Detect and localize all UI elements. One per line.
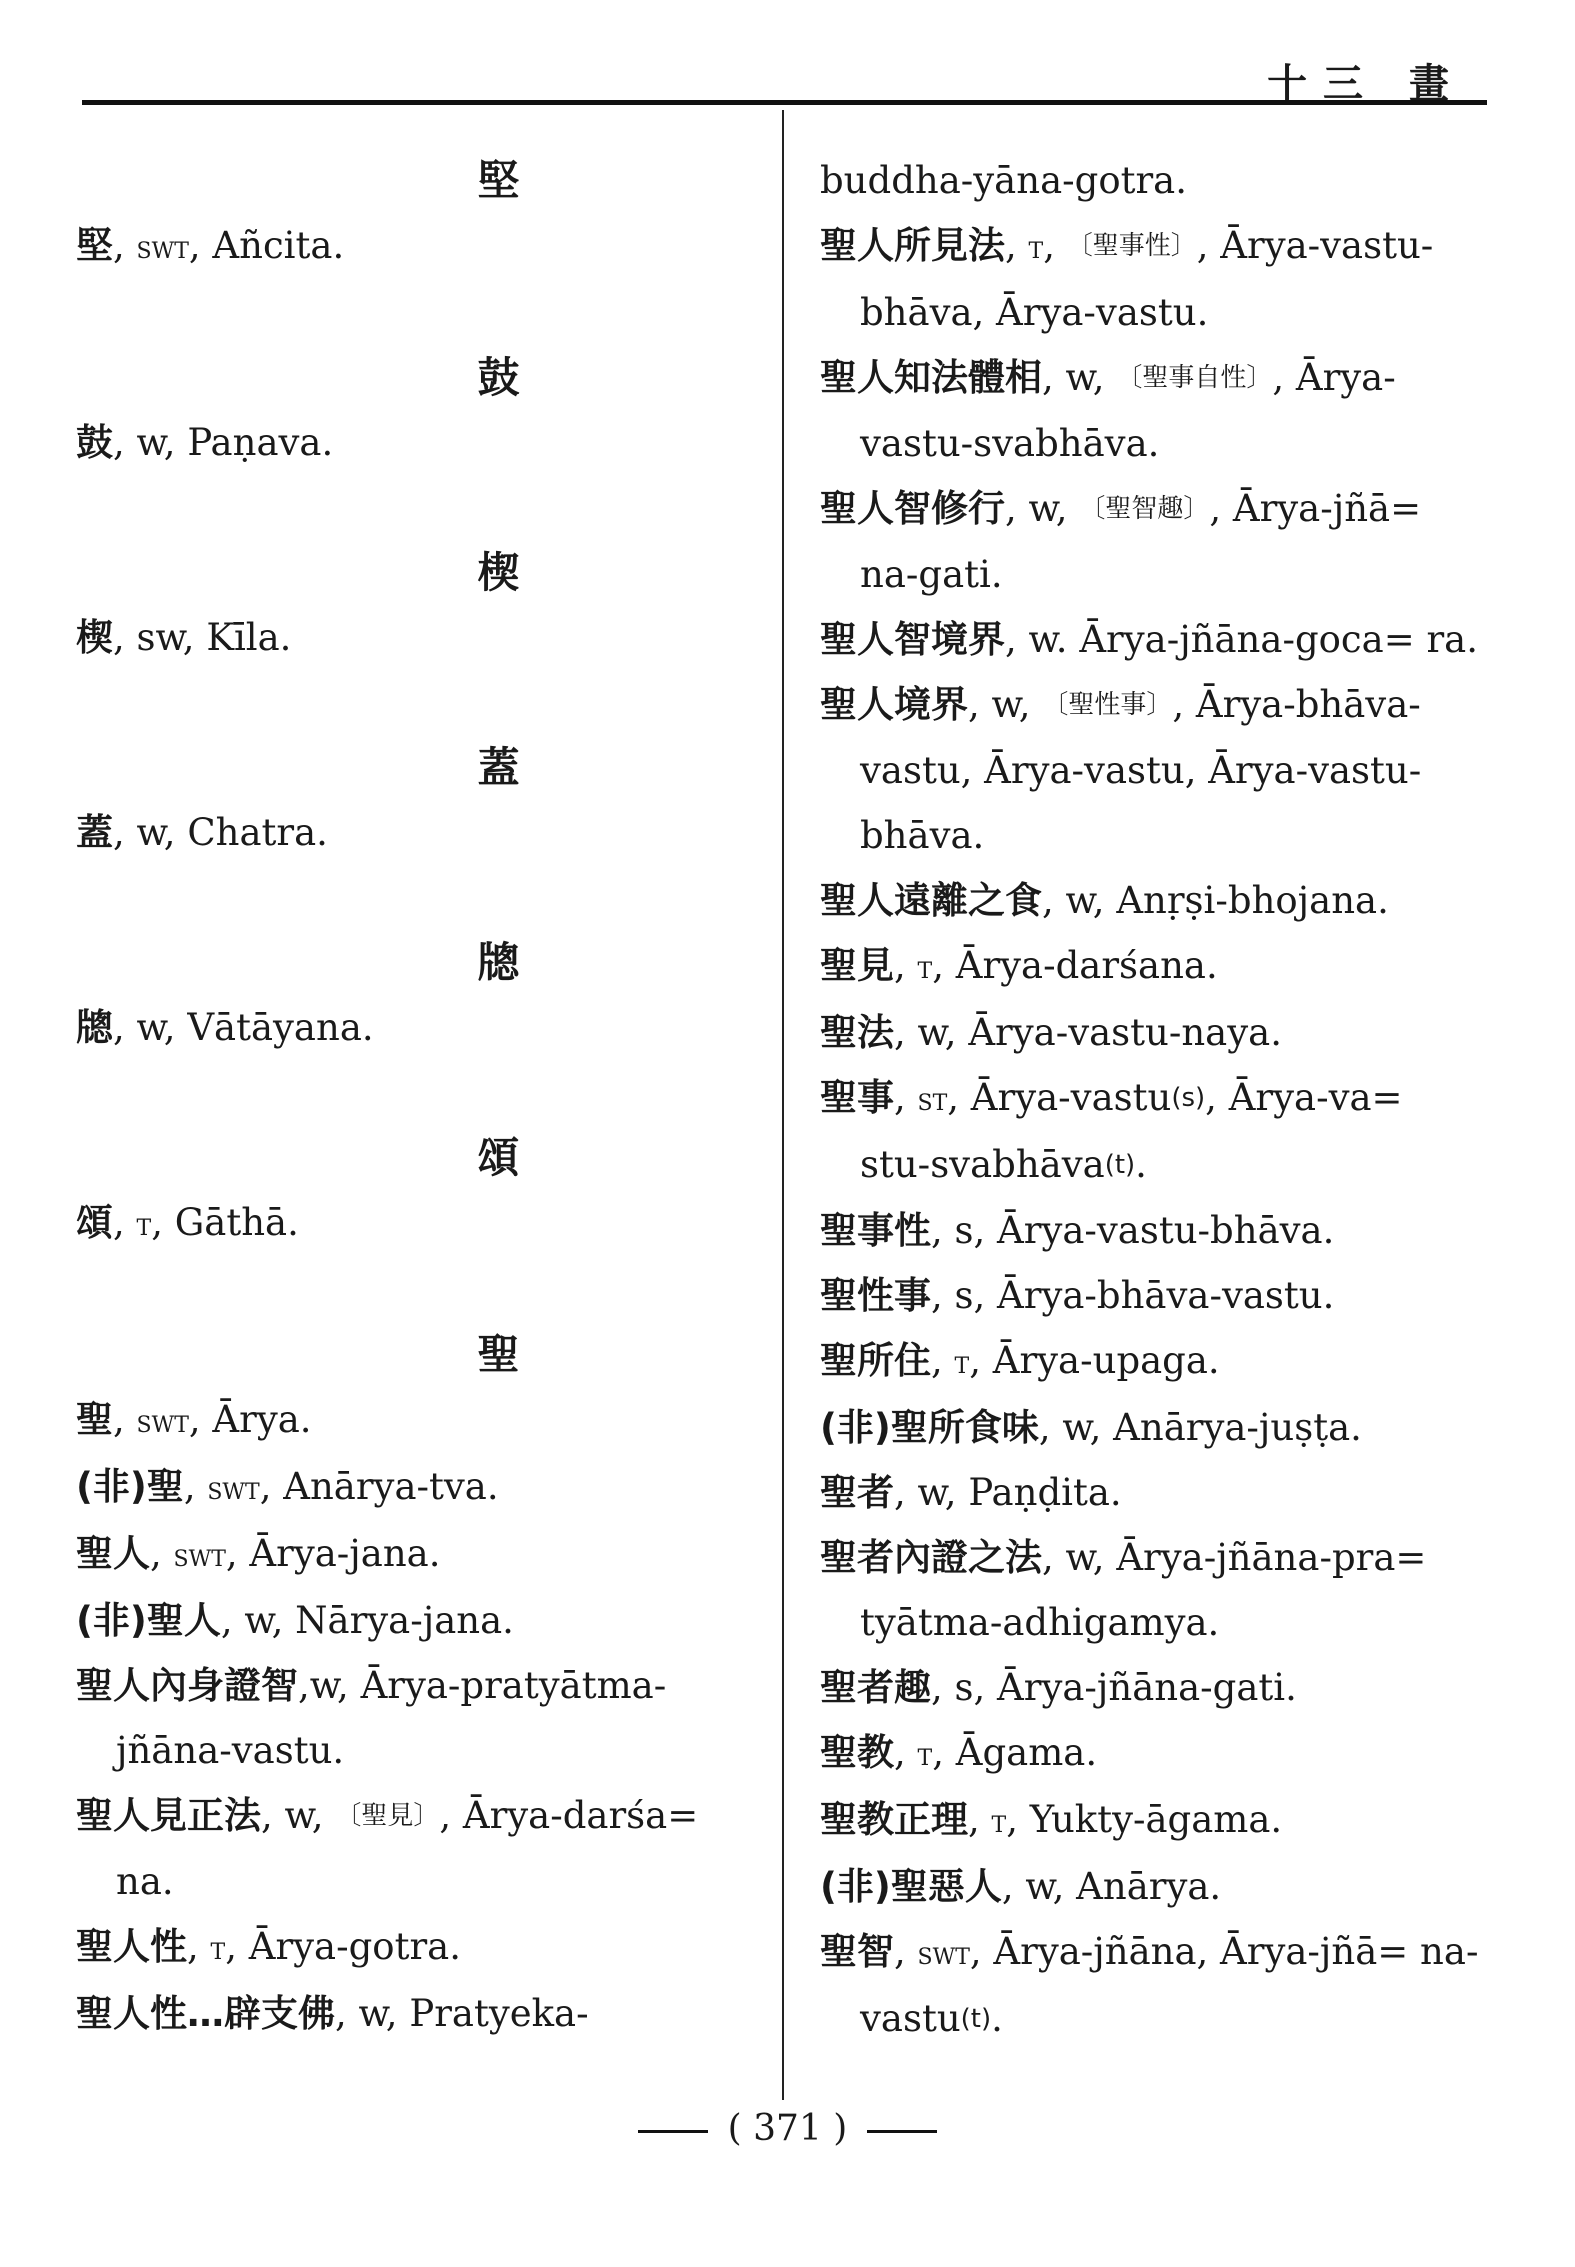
character-heading: 頌: [477, 1133, 520, 1182]
dictionary-entry: [820, 476, 1480, 607]
entry-term: 聖性事: [820, 1274, 931, 1317]
entry-term: 聖人智修行: [820, 487, 1005, 530]
dictionary-entry: [820, 1065, 1480, 1198]
entry-text: ,w, Ārya-pratyātma-jñāna-vastu.: [116, 1664, 667, 1772]
page-header: [0, 0, 1575, 110]
dictionary-entry: [76, 1588, 741, 1653]
entry-term: 聖智: [820, 1930, 894, 1973]
annotation: (t): [960, 2004, 992, 2034]
dictionary-entry: [76, 1454, 741, 1521]
entry-text: , s, Ārya-bhāva-vastu.: [931, 1274, 1335, 1317]
spacer: [76, 1060, 741, 1125]
dictionary-entry: [76, 410, 741, 475]
entry-text: , Ārya.: [188, 1398, 312, 1441]
source-code: swt: [136, 228, 189, 266]
entry-term: 頌: [76, 1201, 113, 1244]
entry-term: 聖見: [820, 944, 894, 987]
entry-term: 聖人性: [76, 1925, 187, 1968]
source-code: t: [954, 1343, 970, 1381]
dictionary-entry: [820, 1460, 1480, 1525]
entry-text: , w,: [1042, 356, 1117, 399]
spacer: [76, 475, 741, 540]
entry-text: , Ārya-darśa= na.: [116, 1794, 699, 1903]
entry-continuation: [820, 148, 1480, 213]
dictionary-entry: [820, 345, 1480, 476]
entry-text: , w, Ārya-jñāna-pra= tyātma-adhigamya.: [860, 1536, 1427, 1644]
entry-text: , Āgama.: [932, 1731, 1098, 1774]
entry-term: 聖事性: [820, 1209, 931, 1252]
source-code: t: [210, 1929, 226, 1967]
entry-term: 聖: [76, 1398, 113, 1441]
source-code: t: [991, 1802, 1007, 1840]
entry-text: .: [1135, 1143, 1147, 1186]
page-number: ( 371 ): [727, 2108, 848, 2149]
entry-text: ,: [113, 224, 137, 267]
entry-text: , Ārya-jñāna, Ārya-jñā= na-vastu: [860, 1930, 1479, 2040]
dictionary-entry: [820, 1328, 1480, 1395]
entry-text: , Ārya-jñā= na-gati.: [860, 487, 1422, 596]
entry-term: (非)聖所食味: [820, 1406, 1039, 1449]
entry-text: , w, Anārya.: [1001, 1865, 1222, 1908]
entry-text: , s, Ārya-vastu-bhāva.: [931, 1209, 1335, 1252]
dictionary-entry: [820, 1263, 1480, 1328]
character-heading: 堅: [477, 156, 520, 205]
annotation: 〔聖事性〕: [1066, 231, 1197, 261]
entry-term: 聖教正理: [820, 1798, 968, 1841]
entry-term: 聖者趣: [820, 1666, 931, 1709]
dictionary-entry: [76, 1190, 741, 1257]
entry-text: , w,: [261, 1794, 336, 1837]
annotation: (t): [1104, 1150, 1136, 1180]
entry-term: 聖教: [820, 1731, 894, 1774]
entry-text: , w,: [1005, 487, 1080, 530]
entry-text: , w,: [968, 683, 1043, 726]
entry-term: 聖事: [820, 1076, 894, 1119]
dictionary-entry: [820, 1655, 1480, 1720]
dictionary-entry: [820, 1787, 1480, 1854]
entry-text: , sw, Kīla.: [113, 616, 292, 659]
entry-text: , Ārya-darśana.: [932, 944, 1218, 987]
entry-text: , w, Ārya-vastu-naya.: [894, 1011, 1282, 1054]
character-heading: 蓋: [477, 743, 520, 792]
entry-term: 聖人: [76, 1532, 150, 1575]
dictionary-entry: [820, 607, 1480, 672]
entry-text: , Ārya-va= stu-svabhāva: [860, 1076, 1403, 1186]
page-footer: [0, 2108, 1575, 2149]
dictionary-entry: [76, 995, 741, 1060]
entry-text: , w, Paṇava.: [113, 421, 334, 464]
entry-text: ,: [931, 1339, 955, 1382]
spacer: [76, 280, 741, 345]
annotation: 〔聖事自性〕: [1116, 363, 1273, 393]
column-divider: [782, 110, 784, 2100]
dictionary-entry: [820, 1198, 1480, 1263]
entry-text: ,: [1005, 224, 1029, 267]
entry-term: 牕: [76, 1006, 113, 1049]
entry-text: , Ārya-vastu-svabhāva.: [860, 356, 1396, 465]
entry-text: ,: [894, 1731, 918, 1774]
character-heading: 楔: [477, 548, 520, 597]
entry-text: , w, Chatra.: [113, 811, 328, 854]
entry-text: , w, Pratyeka-: [335, 1992, 589, 2035]
footer-dash-left: [638, 2130, 708, 2133]
entry-text: ,: [150, 1532, 174, 1575]
entry-term: 聖法: [820, 1011, 894, 1054]
entry-text: , Ārya-vastu-bhāva, Ārya-vastu.: [860, 224, 1434, 334]
source-code: swt: [207, 1469, 260, 1507]
entry-term: 聖所住: [820, 1339, 931, 1382]
source-code: t: [917, 1735, 933, 1773]
entry-term: 聖者: [820, 1471, 894, 1514]
entry-term: 聖人知法體相: [820, 356, 1042, 399]
character-heading: 鼓: [477, 353, 520, 402]
entry-term: 聖人遠離之食: [820, 879, 1042, 922]
entry-text: ,: [113, 1201, 137, 1244]
entry-text: ,: [894, 944, 918, 987]
dictionary-entry: [76, 1783, 741, 1914]
spacer: [76, 670, 741, 735]
entry-text: ,: [187, 1925, 211, 1968]
dictionary-entry: [820, 1525, 1480, 1655]
footer-dash-right: [867, 2130, 937, 2133]
source-code: swt: [173, 1536, 226, 1574]
spacer: [76, 1257, 741, 1322]
entry-text: ,: [894, 1076, 918, 1119]
entry-text: , Ārya-bhāva-vastu, Ārya-vastu, Ārya-vastu-bhāva.: [860, 683, 1422, 857]
entry-text: , w, Vātāyana.: [113, 1006, 374, 1049]
entry-text: , w, Nārya-jana.: [220, 1599, 514, 1642]
dictionary-entry: [820, 672, 1480, 868]
entry-text: ,: [1043, 224, 1067, 267]
entry-text: , Anārya-tva.: [259, 1465, 499, 1508]
source-code: t: [136, 1205, 152, 1243]
entry-term: 聖人境界: [820, 683, 968, 726]
annotation: 〔聖智趣〕: [1079, 494, 1210, 524]
entry-text: .: [991, 1997, 1003, 2040]
entry-text: ,: [183, 1465, 208, 1508]
dictionary-entry: [820, 1919, 1480, 2052]
entry-text: , Ārya-vastu: [947, 1076, 1172, 1119]
entry-text: ,: [113, 1398, 137, 1441]
dictionary-entry: [76, 1981, 741, 2046]
entry-text: , w. Ārya-jñāna-goca= ra.: [1005, 618, 1478, 661]
dictionary-entry: [76, 605, 741, 670]
entry-text: , Yukty-āgama.: [1006, 1798, 1283, 1841]
entry-term: (非)聖人: [76, 1599, 221, 1642]
dictionary-entry: [820, 1395, 1480, 1460]
entry-text: , Añcita.: [188, 224, 345, 267]
dictionary-entry: [76, 800, 741, 865]
entry-text: , w, Paṇḍita.: [894, 1471, 1122, 1514]
dictionary-entry: [76, 1653, 741, 1783]
dictionary-entry: [76, 1387, 741, 1454]
entry-term: 楔: [76, 616, 113, 659]
header-rule: [82, 100, 1487, 105]
entry-text: , Ārya-jana.: [225, 1532, 441, 1575]
source-code: st: [917, 1080, 948, 1118]
annotation: 〔聖見〕: [335, 1801, 440, 1831]
dictionary-entry: [76, 1521, 741, 1588]
source-code: swt: [136, 1402, 189, 1440]
entry-text: , w, Anārya-juṣṭa.: [1038, 1406, 1362, 1449]
entry-term: 聖人見正法: [76, 1794, 261, 1837]
character-heading: 聖: [477, 1330, 520, 1379]
entry-term: 蓋: [76, 811, 113, 854]
entry-term: 鼓: [76, 421, 113, 464]
character-heading: 牕: [477, 938, 520, 987]
entry-text: , w, Anṛṣi-bhojana.: [1042, 879, 1389, 922]
annotation: (s): [1171, 1083, 1206, 1113]
entry-term: 聖者內證之法: [820, 1536, 1042, 1579]
annotation: 〔聖性事〕: [1042, 690, 1173, 720]
entry-term: (非)聖: [76, 1465, 184, 1508]
source-code: t: [917, 948, 933, 986]
entry-term: 聖人所見法: [820, 224, 1005, 267]
source-code: swt: [917, 1934, 970, 1972]
entry-term: 聖人智境界: [820, 618, 1005, 661]
entry-text: ,: [968, 1798, 992, 1841]
entry-term: 聖人性…辟支佛: [76, 1992, 335, 2035]
entry-text: , Ārya-gotra.: [225, 1925, 461, 1968]
dictionary-entry: [820, 1000, 1480, 1065]
dictionary-entry: [76, 1914, 741, 1981]
dictionary-entry: [76, 213, 741, 280]
entry-term: (非)聖惡人: [820, 1865, 1002, 1908]
source-code: t: [1028, 228, 1044, 266]
dictionary-entry: [820, 213, 1480, 345]
entry-text: , Ārya-upaga.: [969, 1339, 1220, 1382]
entry-text: buddha-yāna-gotra.: [820, 159, 1187, 202]
dictionary-entry: [820, 1720, 1480, 1787]
dictionary-entry: [820, 933, 1480, 1000]
dictionary-entry: [820, 868, 1480, 933]
spacer: [76, 865, 741, 930]
entry-term: 堅: [76, 224, 113, 267]
entry-text: ,: [894, 1930, 918, 1973]
dictionary-entry: [820, 1854, 1480, 1919]
left-column: [76, 148, 741, 2046]
entry-term: 聖人內身證智: [76, 1664, 298, 1707]
right-column: [820, 148, 1480, 2052]
section-title: 十三 畫: [1267, 61, 1465, 107]
entry-text: , Gāthā.: [151, 1201, 299, 1244]
entry-text: , s, Ārya-jñāna-gati.: [931, 1666, 1297, 1709]
